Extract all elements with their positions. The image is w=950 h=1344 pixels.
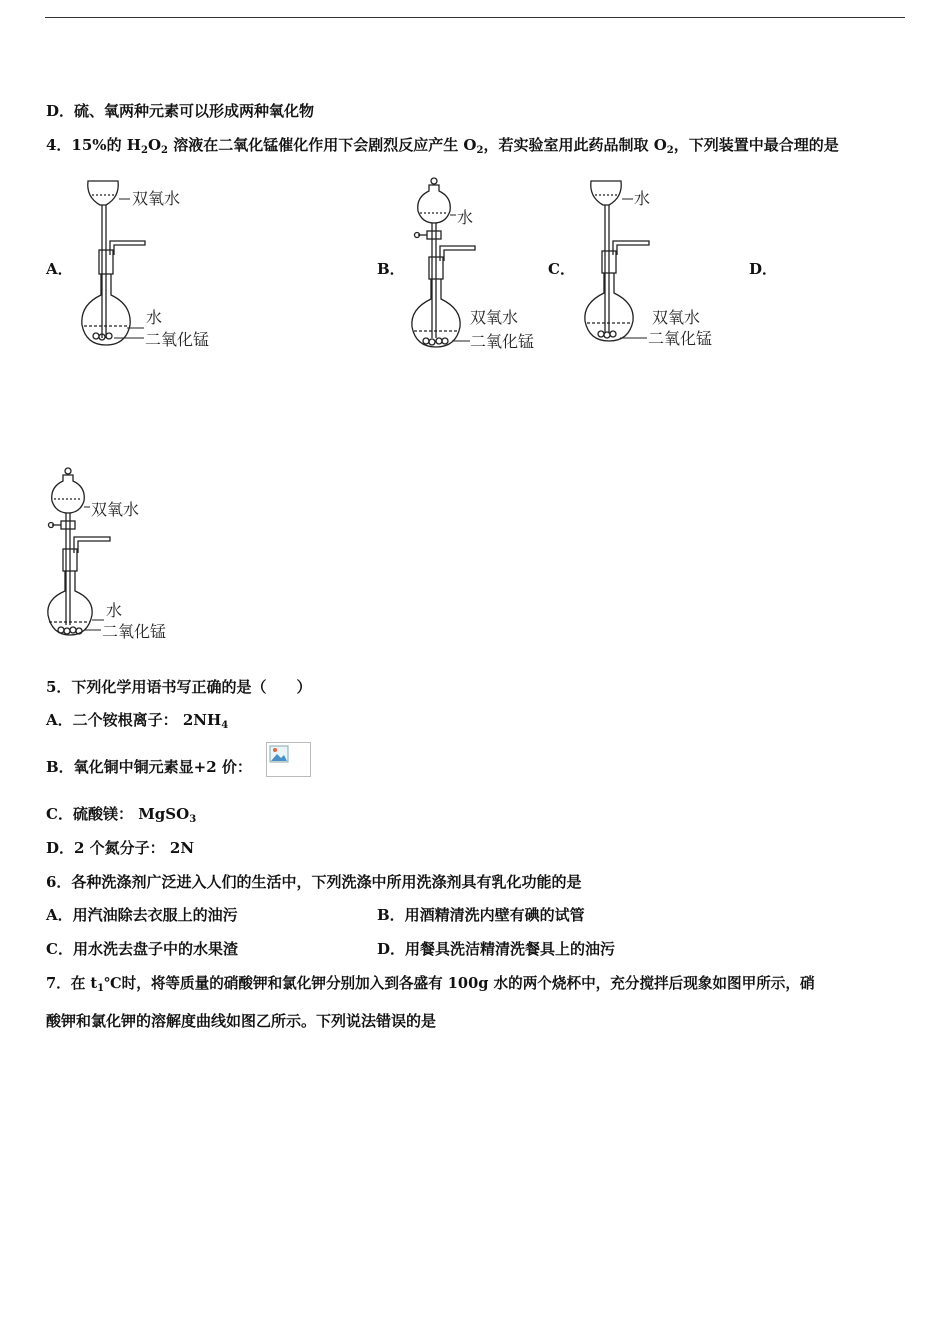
figure-a-label-mid: 水 xyxy=(146,308,163,327)
q7-stem-line2: 酸钾和氯化钾的溶解度曲线如图乙所示。下列说法错误的是 xyxy=(46,1012,437,1030)
figure-d-label-top: 双氧水 xyxy=(91,500,140,519)
figure-b-label-bottom: 二氧化锰 xyxy=(470,332,535,351)
q5-option-c: C．硫酸镁： MgSO$_3$ xyxy=(46,805,197,825)
q5-option-d: D．2 个氮分子： 2N xyxy=(46,839,195,857)
figure-d-label-mid: 水 xyxy=(106,601,123,620)
apparatus-figure-a xyxy=(70,175,230,355)
figure-b-label-top: 水 xyxy=(457,208,474,227)
header-rule xyxy=(45,17,905,18)
q3-option-d: D．硫、氧两种元素可以形成两种氧化物 xyxy=(46,102,315,120)
apparatus-figure-b xyxy=(400,175,550,355)
q4-option-c-label: C． xyxy=(548,260,575,278)
q6-option-a: A．用汽油除去衣服上的油污 xyxy=(46,906,238,924)
figure-a-label-bottom: 二氧化锰 xyxy=(145,330,210,349)
q6-stem: 6．各种洗涤剂广泛进入人们的生活中，下列洗涤中所用洗涤剂具有乳化功能的是 xyxy=(46,873,582,891)
figure-a-label-top: 双氧水 xyxy=(132,189,181,208)
figure-d-label-bottom: 二氧化锰 xyxy=(102,622,167,641)
q6-option-d: D．用餐具洗洁精清洗餐具上的油污 xyxy=(377,940,616,958)
q7-stem-line1: 7．在 $t_1℃$时，将等质量的硝酸钾和氯化钾分别加入到各盛有 100g 水的两个烧杯中，充分搅拌后现象如图甲所示，硝 xyxy=(46,975,815,994)
q4-option-d-label: D． xyxy=(749,260,778,278)
apparatus-figure-c xyxy=(575,175,735,355)
figure-b-label-mid: 双氧水 xyxy=(470,308,519,327)
q5-option-b: B．氧化铜中铜元素显+2 价： xyxy=(46,758,252,776)
q6-option-c: C．用水洗去盘子中的水果渣 xyxy=(46,940,238,958)
q6-option-b: B．用酒精清洗内壁有碘的试管 xyxy=(377,906,585,924)
q5-option-a: A．二个铵根离子： $2NH_4$ xyxy=(46,711,229,731)
q5-stem: 5．下列化学用语书写正确的是（ ） xyxy=(46,678,312,696)
figure-c-label-mid: 双氧水 xyxy=(652,308,701,327)
figure-c-label-top: 水 xyxy=(634,189,651,208)
broken-image-icon xyxy=(266,742,311,777)
q4-option-b-label: B． xyxy=(377,260,405,278)
q4-option-a-label: A． xyxy=(46,260,73,278)
apparatus-figure-d xyxy=(40,465,190,647)
figure-c-label-bottom: 二氧化锰 xyxy=(648,329,713,348)
q4-stem: 4．15%的 $H_2O_2$ 溶液在二氧化锰催化作用下会剧烈反应产生 $O_2$，若实验室用此药品制取 $O_2$，下列装置中最合理的是 xyxy=(46,136,839,156)
